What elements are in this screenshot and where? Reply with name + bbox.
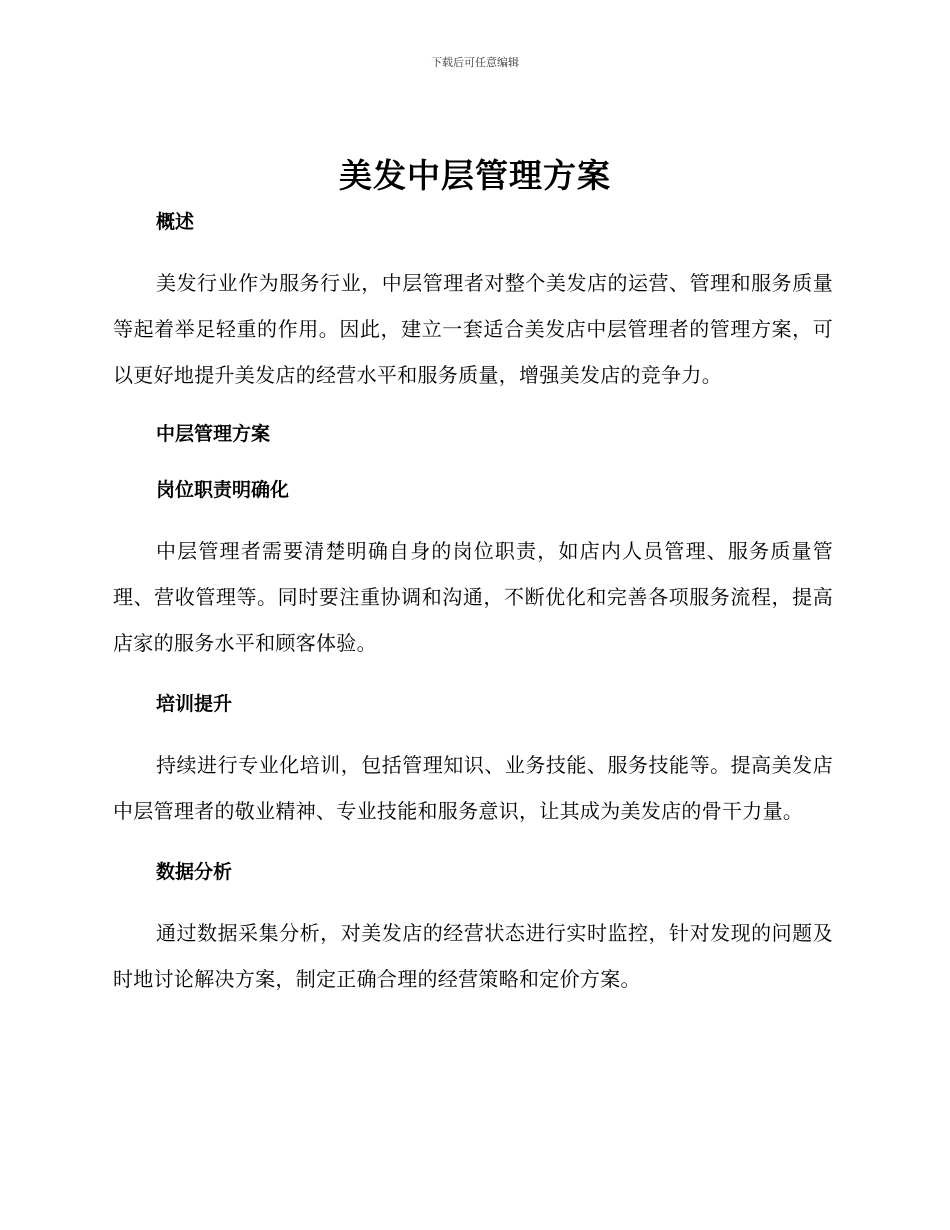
section-paragraph-data-analysis: 通过数据采集分析，对美发店的经营状态进行实时监控，针对发现的问题及时地讨论解决方案，制定正确合理的经营策略和定价方案。 <box>113 921 833 991</box>
section-heading-data-analysis: 数据分析 <box>156 861 233 883</box>
section-heading-duty: 岗位职责明确化 <box>156 479 290 501</box>
document-body <box>113 206 833 1002</box>
page-header-note: 下载后可任意编辑 <box>431 56 519 69</box>
section-heading-plan: 中层管理方案 <box>156 423 271 445</box>
section-paragraph-duty: 中层管理者需要清楚明确自身的岗位职责，如店内人员管理、服务质量管理、营收管理等。同时要注重协调和沟通，不断优化和完善各项服务流程，提高店家的服务水平和顾客体验。 <box>113 539 833 655</box>
section-paragraph-overview: 美发行业作为服务行业，中层管理者对整个美发店的运营、管理和服务质量等起着举足轻重的作用。因此，建立一套适合美发店中层管理者的管理方案，可以更好地提升美发店的经营水平和服务质量，增强美发店的竞争力。 <box>113 271 833 387</box>
document-title: 美发中层管理方案 <box>339 156 611 195</box>
section-heading-training: 培训提升 <box>156 693 233 715</box>
section-paragraph-training: 持续进行专业化培训，包括管理知识、业务技能、服务技能等。提高美发店中层管理者的敬业精神、专业技能和服务意识，让其成为美发店的骨干力量。 <box>113 753 833 823</box>
section-heading-overview: 概述 <box>156 211 195 233</box>
